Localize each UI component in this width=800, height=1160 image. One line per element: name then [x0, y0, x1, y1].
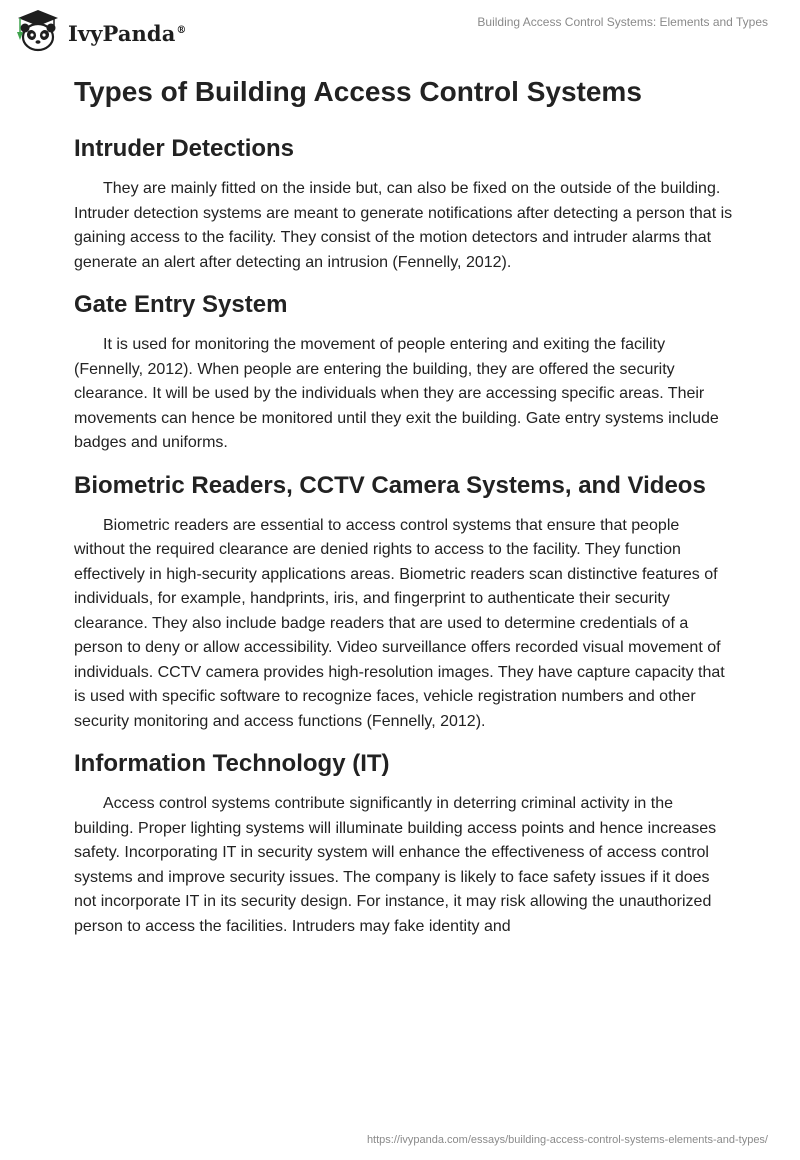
section-paragraph-gate-entry-system: It is used for monitoring the movement of people entering and exiting the facility (Fennelly, 2012). When people are entering the building, they are offered the security clearance. It will be used by the individuals when they are accessing specific areas. Their movements can hence be monitored until they exit the building. Gate entry systems include badges and uniforms. — [74, 336, 719, 451]
section-paragraph-intruder-detections: They are mainly fitted on the inside but, can also be fixed on the outside of the building. Intruder detection systems are meant to generate notifications after detecting a person that is gaining access to the facility. They consist of the motion detectors and intruder alarms that generate an alert after detecting an intrusion (Fennelly, 2012). — [74, 180, 733, 271]
logo-text: IvyPanda® — [68, 20, 187, 46]
panda-graduate-icon — [14, 8, 62, 54]
section-heading-information-technology: Information Technology (IT) — [74, 750, 390, 777]
ivypanda-logo[interactable] — [14, 8, 187, 54]
section-paragraph-biometric-readers: Biometric readers are essential to access control systems that ensure that people without the required clearance are denied rights to access to the facility. They function effectively in high-security applications areas. Biometric readers scan distinctive features of individuals, for example, handprints, iris, and fingerprint to authenticate their security clearance. They also include badge readers that are used to determine credentials of a person to deny or allow accessibility. Video surveillance offers recorded visual movement of individuals. CCTV camera provides high-resolution images. They have capture capacity that is used with specific software to recognize faces, vehicle registration numbers and other security monitoring and access functions (Fennelly, 2012). — [74, 516, 725, 730]
section-heading-biometric-readers: Biometric Readers, CCTV Camera Systems, and Videos — [74, 471, 706, 499]
section-paragraph-information-technology: Access control systems contribute significantly in deterring criminal activity in the building. Proper lighting systems will illuminate building access points and hence increases safety. Incorporating IT in security system will enhance the effectiveness of access control systems and improve security issues. The company is likely to face safety issues if it does not incorporate IT in its security design. For instance, it may risk allowing the unauthorized person to access the facilities. Intruders may fake identity and — [74, 795, 717, 935]
registered-mark: ® — [176, 24, 187, 36]
article-content — [74, 74, 734, 952]
footer-source-url[interactable]: https://ivypanda.com/essays/building-access-control-systems-elements-and-types/ — [366, 1134, 768, 1146]
section-heading-intruder-detections: Intruder Detections — [74, 135, 295, 162]
page-header — [0, 0, 800, 62]
header-page-title: Building Access Control Systems: Elements and Types — [477, 15, 768, 29]
section-heading-gate-entry-system: Gate Entry System — [74, 291, 288, 318]
article-title: Types of Building Access Control Systems — [74, 76, 642, 107]
